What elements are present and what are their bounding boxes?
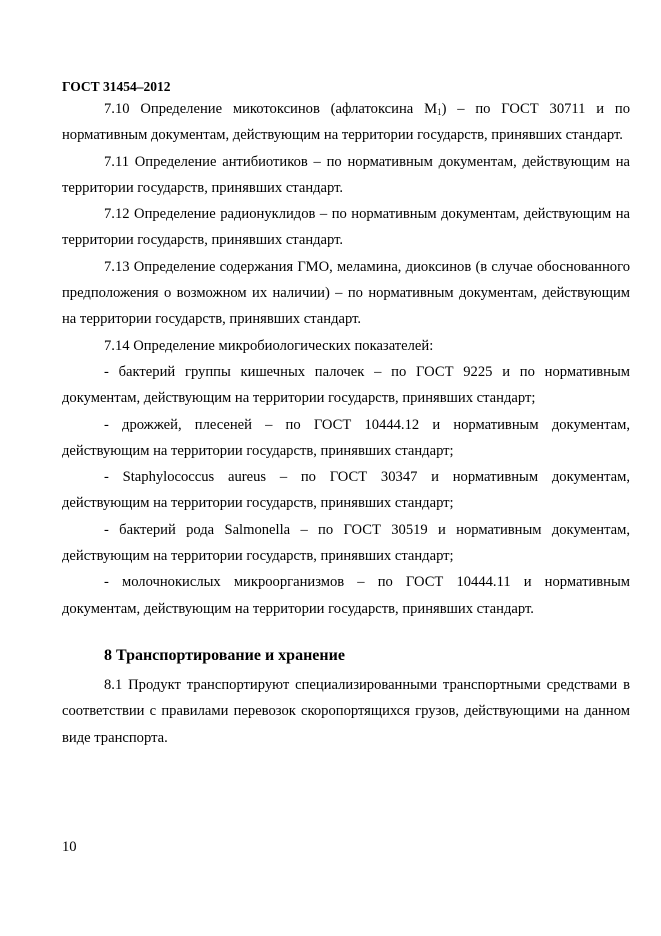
list-item-lactic-acid: - молочнокислых микроорганизмов – по ГОСТ 10444.11 и нормативным документам, действующим на территории государств, принявших стандарт. [62, 574, 630, 617]
document-code-header: ГОСТ 31454–2012 [62, 79, 171, 94]
paragraph-7-10 [62, 96, 630, 149]
list-item-coliform: - бактерий группы кишечных палочек – по ГОСТ 9225 и по нормативным документам, действующим на территории государств, принявших стандарт; [62, 363, 630, 407]
list-item-staphylococcus: - Staphylococcus aureus – по ГОСТ 30347 и нормативным документам, действующим на территории государств, принявших стандарт; [62, 469, 630, 512]
paragraph-7-13: 7.13 Определение содержания ГМО, меламина, диоксинов (в случае обоснованного предположения о возможном их наличии) – по нормативным документам, действующим на территории государств, принявших стандарт. [62, 258, 630, 328]
page-number: 10 [62, 839, 77, 855]
paragraph-7-12: 7.12 Определение радионуклидов – по нормативным документам, действующим на территории государств, принявших стандарт. [62, 206, 630, 249]
section-8-heading: 8 Транспортирование и хранение [104, 646, 345, 664]
subscript-1: 1 [437, 107, 442, 117]
paragraph-7-11: 7.11 Определение антибиотиков – по нормативным документам, действующим на территории государств, принявших стандарт. [62, 153, 630, 196]
paragraph-7-14: 7.14 Определение микробиологических показателей: [104, 337, 434, 354]
paragraph-7-10-text-end: ) – по ГОСТ 30711 и по нормативным документам, действующим на территории государств, принявших стандарт. [62, 101, 631, 144]
list-item-salmonella: - бактерий рода Salmonella – по ГОСТ 30519 и нормативным документам, действующим на территории государств, принявших стандарт; [62, 521, 630, 565]
paragraph-7-10-text-start: 7.10 Определение микотоксинов (афлатоксина М [104, 101, 438, 117]
document-body [62, 96, 630, 751]
list-item-yeast-mold: - дрожжей, плесеней – по ГОСТ 10444.12 и нормативным документам, действующим на территории государств, принявших стандарт; [62, 416, 630, 459]
paragraph-8-1: 8.1 Продукт транспортируют специализированными транспортными средствами в соответствии с правилами перевозок скоропортящихся грузов, действующими на данном виде транспорта. [62, 676, 630, 746]
